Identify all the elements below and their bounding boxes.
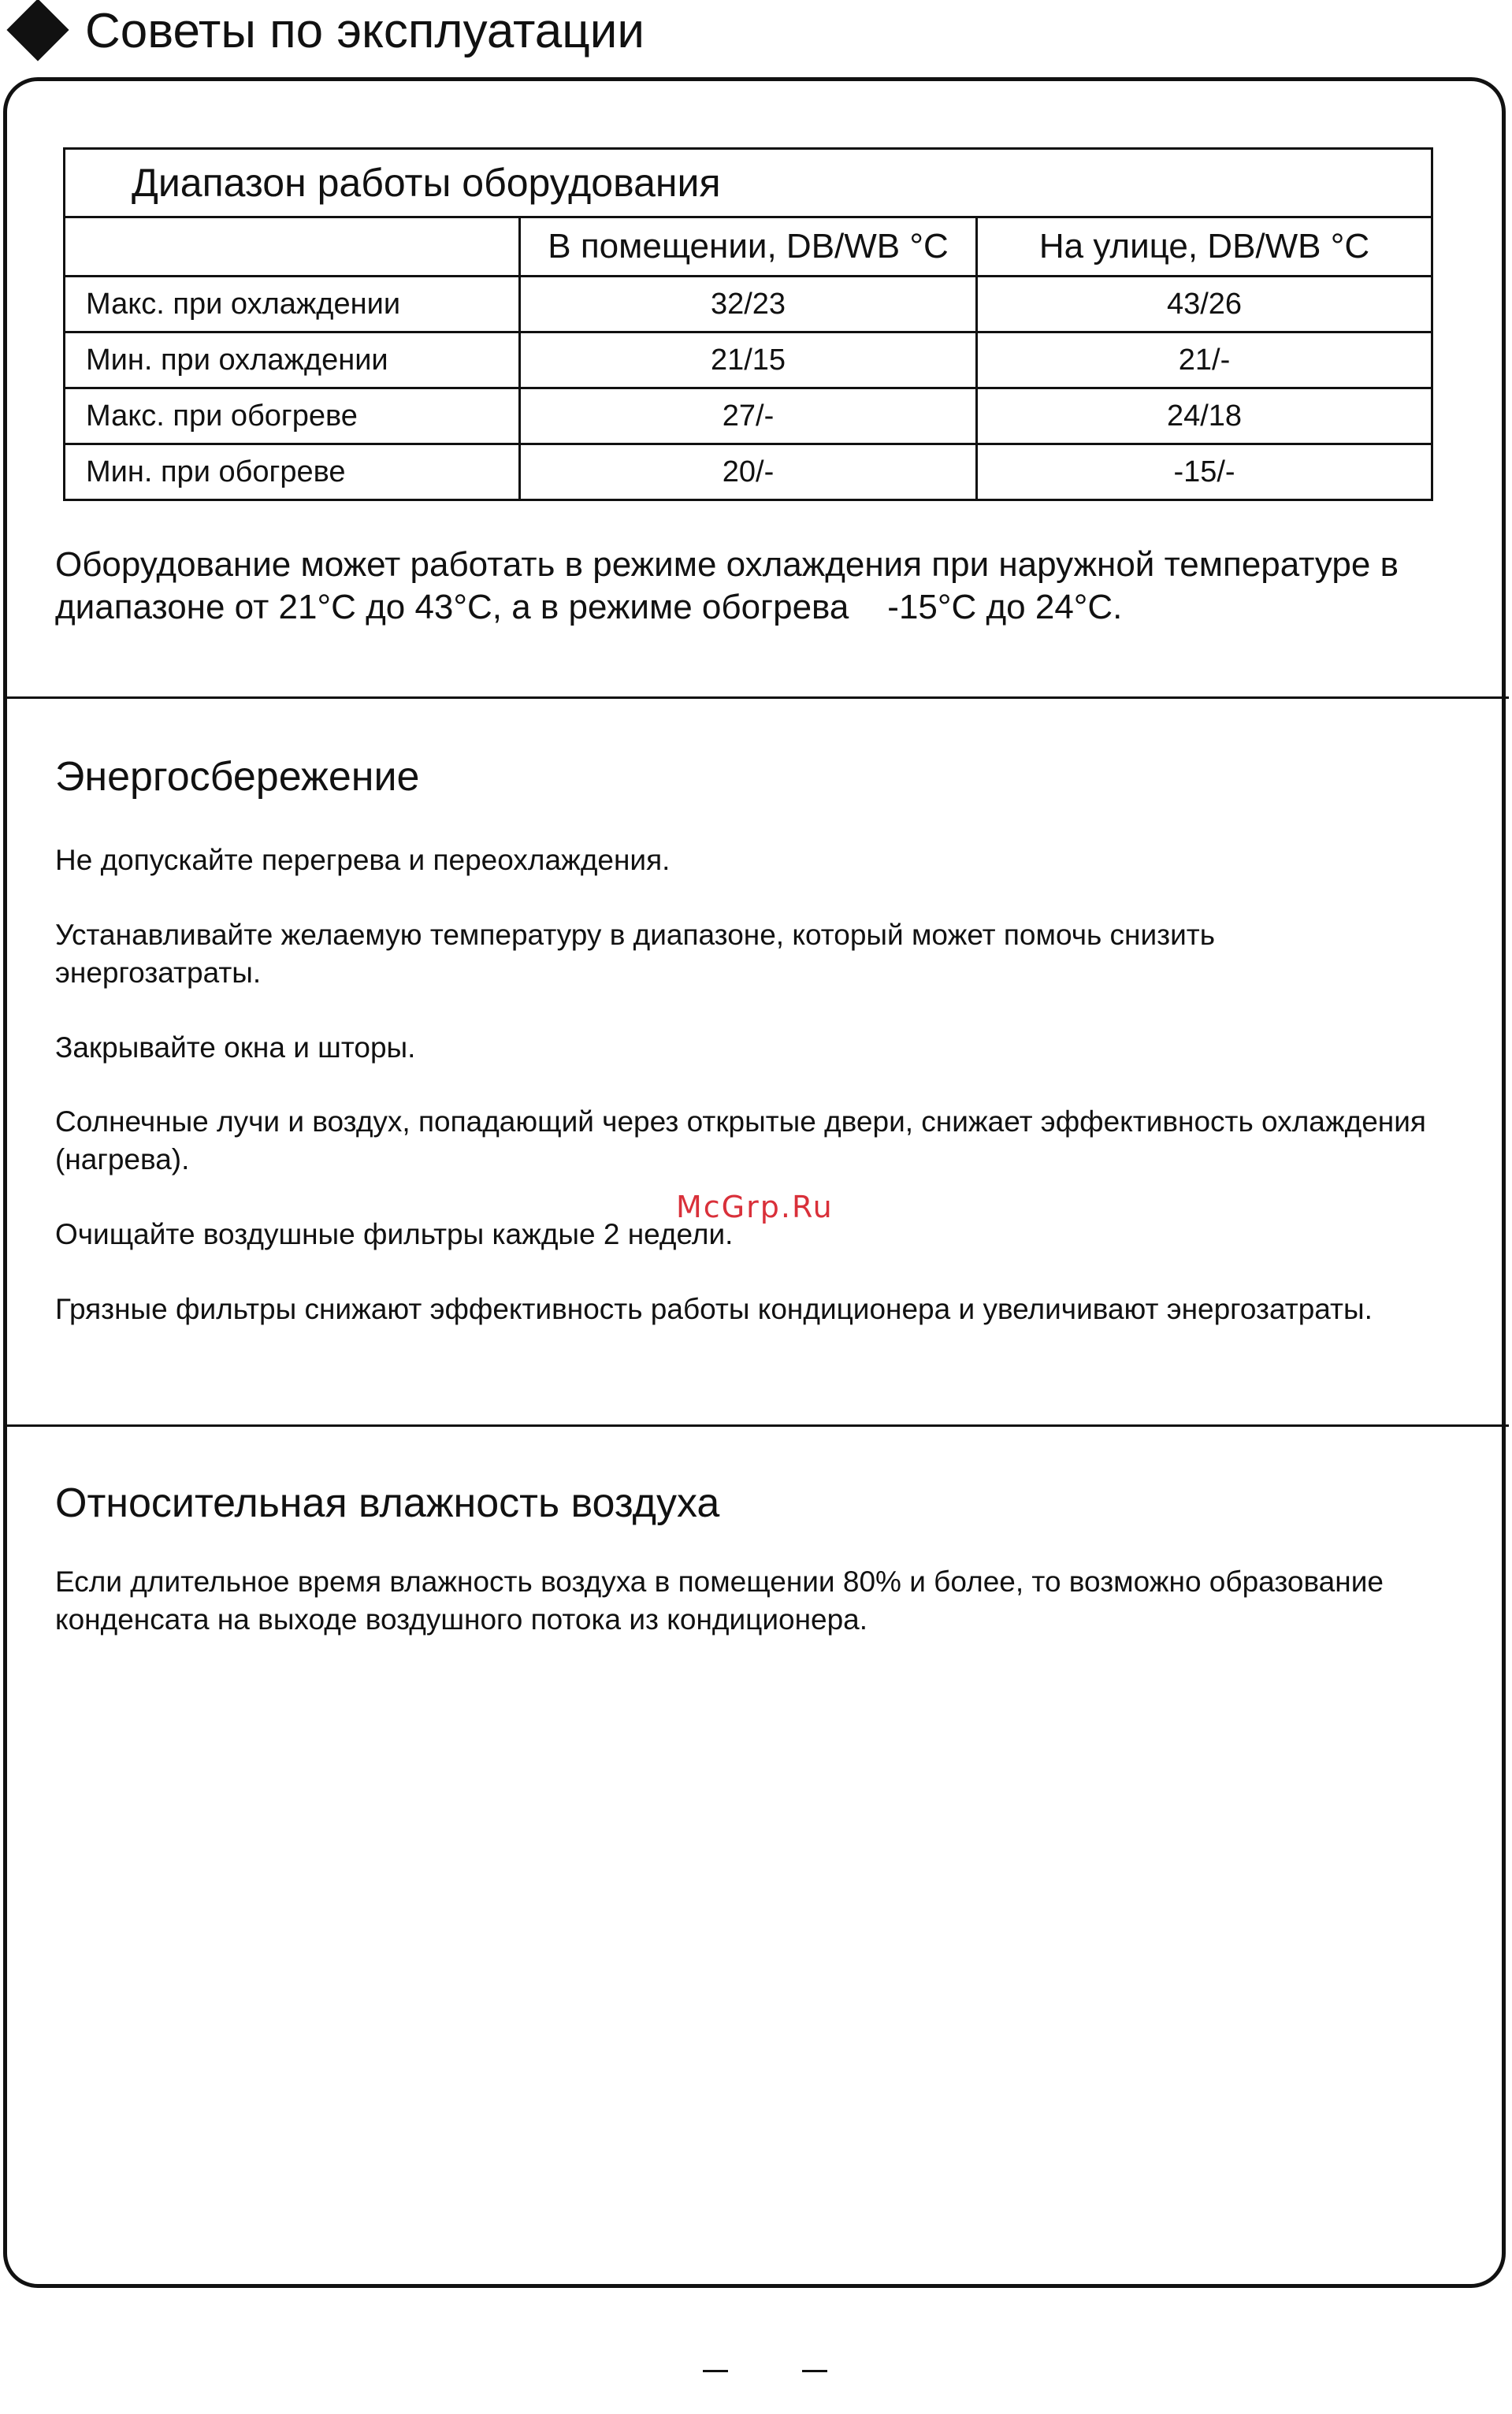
outdoor-value: -15/- [977, 444, 1432, 500]
table-row [65, 388, 1432, 444]
column-header-outdoor: На улице, DB/WB °C [977, 217, 1432, 277]
operating-range-note-line: диапазоне от 21°C до 43°C, а в режиме обогрева -15°C до 24°C. [55, 588, 1123, 626]
humidity-heading: Относительная влажность воздуха [55, 1480, 720, 1526]
energy-tip: Не допускайте перегрева и переохлаждения. [55, 844, 671, 876]
energy-saving-heading: Энергосбережение [55, 754, 420, 800]
table-title: Диапазон работы оборудования [65, 149, 1432, 217]
operating-range-note [55, 544, 1466, 629]
table-row [65, 332, 1432, 388]
operating-range-table [63, 147, 1433, 501]
indoor-value: 32/23 [520, 277, 977, 332]
outdoor-value: 21/- [977, 332, 1432, 388]
humidity-text: Если длительное время влажность воздуха в помещении 80% и более, то возможно образование конденсата на выходе воздушного потока из кондиционера. [55, 1565, 1384, 1636]
column-header-empty [65, 217, 520, 277]
table-row [65, 277, 1432, 332]
page-header [0, 0, 1512, 71]
indoor-value: 27/- [520, 388, 977, 444]
diamond-icon [6, 0, 69, 61]
indoor-value: 20/- [520, 444, 977, 500]
outdoor-value: 24/18 [977, 388, 1432, 444]
watermark: McGrp.Ru [676, 1190, 834, 1224]
energy-tip: Закрывайте окна и шторы. [55, 1031, 416, 1064]
energy-tip: Грязные фильтры снижают эффективность работы кондиционера и увеличивают энергозатраты. [55, 1293, 1373, 1325]
row-label: Мин. при обогреве [65, 444, 520, 500]
energy-tip: Устанавливайте желаемую температуру в диапазоне, который может помочь снизить энергозатраты. [55, 919, 1215, 989]
section-divider [3, 696, 1509, 699]
row-label: Макс. при обогреве [65, 388, 520, 444]
page-title: Советы по эксплуатации [85, 4, 645, 58]
outdoor-value: 43/26 [977, 277, 1432, 332]
energy-tip: Солнечные лучи и воздух, попадающий через открытые двери, снижает эффективность охлаждения (нагрева). [55, 1105, 1426, 1175]
operating-range-note-line: Оборудование может работать в режиме охлаждения при наружной температуре в [55, 545, 1399, 584]
indoor-value: 21/15 [520, 332, 977, 388]
table-row [65, 444, 1432, 500]
section-divider [3, 1424, 1509, 1427]
footer-dash [703, 2370, 728, 2372]
footer-dash [802, 2370, 827, 2372]
row-label: Мин. при охлаждении [65, 332, 520, 388]
row-label: Макс. при охлаждении [65, 277, 520, 332]
energy-tip: Очищайте воздушные фильтры каждые 2 недели. [55, 1218, 734, 1250]
column-header-indoor: В помещении, DB/WB °C [520, 217, 977, 277]
